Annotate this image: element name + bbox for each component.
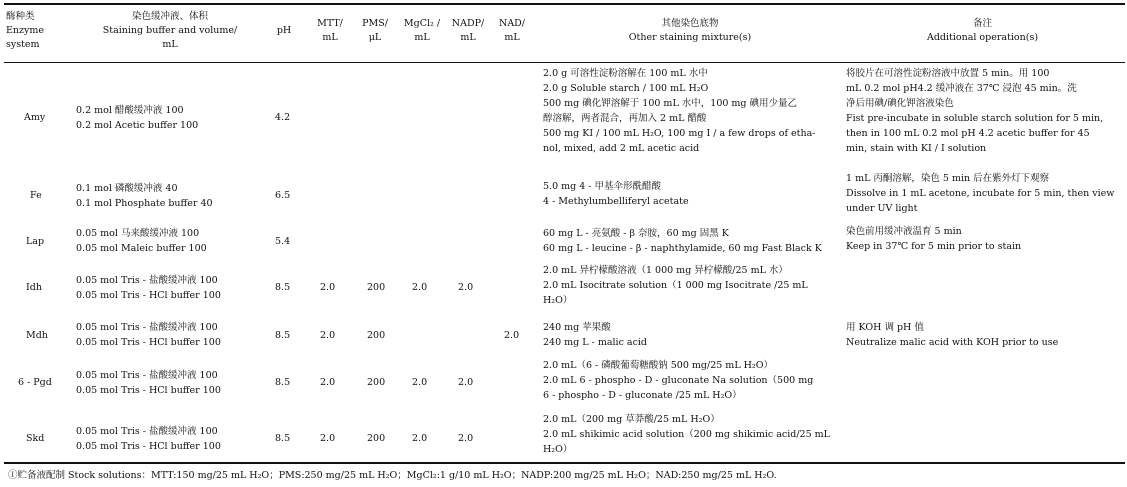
cell-line: 将胶片在可溶性淀粉溶液中放置 5 min。用 100: [846, 68, 1050, 79]
cell-ph: 8.5: [275, 433, 291, 444]
header-mgcl2: [398, 17, 446, 45]
cell-line: 净后用碘/碘化钾溶液染色: [846, 98, 954, 109]
cell-line: 500 mg KI / 100 mL H₂O, 100 mg I / a few drops of etha-: [543, 128, 816, 139]
cell-line: 2.0 mL（200 mg 草莽酸/25 mL H₂O）: [543, 414, 720, 425]
table-top-rule: [4, 3, 1125, 5]
cell-line: 0.05 mol Tris - HCl buffer 100: [76, 337, 221, 348]
cell-line: Fist pre-incubate in soluble starch solution for 5 min,: [846, 113, 1104, 124]
table-header-rule: [4, 62, 1125, 63]
header-line: Staining buffer and volume/: [102, 25, 238, 36]
header-nadp: [446, 17, 490, 45]
header-line: NADP/: [451, 18, 485, 29]
cell-other: [543, 226, 822, 256]
cell-line: 0.05 mol Tris - HCl buffer 100: [76, 385, 221, 396]
cell-line: H₂O）: [543, 295, 573, 306]
header-line: μL: [368, 32, 382, 43]
cell-line: 0.05 mol Tris - HCl buffer 100: [76, 441, 221, 452]
cell-nadp: 2.0: [458, 377, 474, 388]
cell-ph: 8.5: [275, 330, 291, 341]
cell-mtt: 2.0: [320, 282, 336, 293]
cell-line: 2.0 g Soluble starch / 100 mL H₂O: [543, 83, 709, 94]
cell-other: [543, 263, 808, 308]
cell-line: H₂O）: [543, 444, 573, 455]
cell-line: 1 mL 丙酮溶解，染色 5 min 后在紫外灯下观察: [846, 173, 1050, 184]
cell-buffer: [76, 320, 221, 350]
cell-line: Neutralize malic acid with KOH prior to use: [846, 337, 1059, 348]
cell-line: 2.0 mL 6 - phospho - D - gluconate Na solution（500 mg: [543, 375, 814, 386]
cell-line: 0.2 mol Acetic buffer 100: [76, 120, 199, 131]
cell-line: 0.05 mol 马来酸缓冲液 100: [76, 228, 200, 239]
header-line: Enzyme: [6, 25, 45, 36]
cell-line: 0.05 mol Maleic buffer 100: [76, 243, 207, 254]
header-line: 其他染色底物: [661, 18, 719, 29]
header-remark: [845, 17, 1120, 45]
cell-remark: [846, 224, 1021, 254]
cell-line: under UV light: [846, 203, 918, 214]
cell-mtt: 2.0: [320, 330, 336, 341]
cell-line: 5.0 mg 4 - 甲基伞形酰醋酸: [543, 181, 662, 192]
cell-line: 2.0 g 可溶性淀粉溶解在 100 mL 水中: [543, 68, 708, 79]
cell-mgcl2: 2.0: [412, 433, 428, 444]
cell-line: 240 mg L - malic acid: [543, 337, 648, 348]
cell-other: [543, 320, 647, 350]
cell-other: [543, 358, 813, 403]
cell-line: 0.2 mol 醋酸缓冲液 100: [76, 105, 184, 116]
cell-pms: 200: [367, 282, 386, 293]
cell-line: 用 KOH 调 pH 值: [846, 322, 924, 333]
cell-enzyme: Amy: [24, 112, 46, 123]
cell-enzyme: Fe: [30, 190, 42, 201]
cell-line: 染色前用缓冲液温育 5 min: [846, 226, 962, 237]
cell-nadp: 2.0: [458, 433, 474, 444]
cell-line: 6 - phospho - D - gluconate /25 mL H₂O）: [543, 390, 742, 401]
header-line: Additional operation(s): [926, 32, 1039, 43]
cell-mgcl2: 2.0: [412, 377, 428, 388]
cell-buffer: [76, 368, 221, 398]
cell-line: 0.05 mol Tris - 盐酸缓冲液 100: [76, 370, 218, 381]
cell-buffer: [76, 226, 207, 256]
cell-line: 2.0 mL 异柠檬酸溶液（1 000 mg 异柠檬酸/25 mL 水）: [543, 265, 788, 276]
cell-ph: 5.4: [275, 236, 291, 247]
cell-line: 2.0 mL shikimic acid solution（200 mg shikimic acid/25 mL: [543, 429, 830, 440]
header-line: mL: [322, 32, 338, 43]
cell-buffer: [76, 424, 221, 454]
cell-ph: 8.5: [275, 282, 291, 293]
cell-line: 0.1 mol 磷酸缓冲液 40: [76, 183, 178, 194]
cell-pms: 200: [367, 330, 386, 341]
header-line: PMS/: [362, 18, 388, 29]
header-line: MTT/: [317, 18, 343, 29]
cell-line: 4 - Methylumbelliferyl acetate: [543, 196, 689, 207]
cell-mtt: 2.0: [320, 433, 336, 444]
header-line: system: [6, 39, 40, 50]
cell-remark: [846, 66, 1103, 156]
cell-buffer: [76, 103, 198, 133]
cell-enzyme: Idh: [26, 282, 42, 293]
cell-line: Keep in 37℃ for 5 min prior to stain: [846, 241, 1022, 252]
cell-line: 60 mg L - 亮氨酸 - β 奈胺，60 mg 固黑 K: [543, 228, 729, 239]
header-line: MgCl₂ /: [403, 18, 441, 29]
cell-pms: 200: [367, 433, 386, 444]
header-nad: [492, 17, 532, 45]
table-footnote: ①贮备液配制 Stock solutions：MTT:150 mg/25 mL H₂O；PMS:250 mg/25 mL H₂O；MgCl₂:1 g/10 mL H₂O；NADP:200 mg/25 mL H₂O；NAD:250 mg/25 mL H₂O.: [8, 470, 777, 481]
cell-pms: 200: [367, 377, 386, 388]
cell-nadp: 2.0: [458, 282, 474, 293]
header-line: 酶种类: [6, 11, 35, 22]
header-line: mL: [504, 32, 520, 43]
cell-line: 醇溶解，两者混合，再加入 2 mL 醋酸: [543, 113, 707, 124]
header-mtt: [310, 17, 350, 45]
header-line: 备注: [972, 18, 992, 29]
cell-line: 240 mg 苹果酸: [543, 322, 611, 333]
cell-enzyme: Lap: [26, 236, 45, 247]
cell-line: nol, mixed, add 2 mL acetic acid: [543, 143, 700, 154]
header-buffer: [70, 10, 270, 52]
header-other: [540, 17, 840, 45]
header-line: mL: [414, 32, 430, 43]
cell-buffer: [76, 181, 213, 211]
cell-line: 0.05 mol Tris - 盐酸缓冲液 100: [76, 275, 218, 286]
cell-ph: 4.2: [275, 112, 291, 123]
cell-buffer: [76, 273, 221, 303]
cell-line: 0.05 mol Tris - HCl buffer 100: [76, 290, 221, 301]
header-line: pH: [276, 25, 292, 36]
header-ph: [270, 24, 298, 38]
cell-nad: 2.0: [504, 330, 520, 341]
cell-line: 60 mg L - leucine - β - naphthylamide, 60 mg Fast Black K: [543, 243, 822, 254]
cell-line: 0.1 mol Phosphate buffer 40: [76, 198, 213, 209]
cell-line: 500 mg 碘化钾溶解于 100 mL 水中，100 mg 碘用少量乙: [543, 98, 798, 109]
header-enzyme: [6, 10, 66, 52]
cell-ph: 6.5: [275, 190, 291, 201]
cell-mgcl2: 2.0: [412, 282, 428, 293]
cell-mtt: 2.0: [320, 377, 336, 388]
cell-line: min, stain with KI / I solution: [846, 143, 987, 154]
cell-remark: [846, 171, 1114, 216]
cell-other: [543, 66, 815, 156]
cell-enzyme: 6 - Pgd: [18, 377, 52, 388]
cell-line: 2.0 mL Isocitrate solution（1 000 mg Isocitrate /25 mL: [543, 280, 808, 291]
cell-line: then in 100 mL 0.2 mol pH 4.2 acetic buffer for 45: [846, 128, 1090, 139]
cell-line: 0.05 mol Tris - 盐酸缓冲液 100: [76, 322, 218, 333]
cell-enzyme: Skd: [26, 433, 45, 444]
header-line: 染色缓冲液、体积: [131, 11, 208, 22]
cell-line: 0.05 mol Tris - 盐酸缓冲液 100: [76, 426, 218, 437]
table-bottom-rule: [4, 462, 1125, 464]
cell-other: [543, 412, 830, 457]
cell-enzyme: Mdh: [26, 330, 48, 341]
header-line: mL: [162, 39, 178, 50]
header-line: Other staining mixture(s): [628, 32, 752, 43]
cell-ph: 8.5: [275, 377, 291, 388]
header-line: mL: [460, 32, 476, 43]
header-pms: [355, 17, 395, 45]
cell-line: mL 0.2 mol pH4.2 缓冲液在 37℃ 浸泡 45 min。洗: [846, 83, 1077, 94]
header-line: NAD/: [499, 18, 525, 29]
cell-remark: [846, 320, 1058, 350]
cell-line: Dissolve in 1 mL acetone, incubate for 5 min, then view: [846, 188, 1115, 199]
cell-line: 2.0 mL（6 - 磷酸葡萄糖酸钠 500 mg/25 mL H₂O）: [543, 360, 774, 371]
cell-other: [543, 179, 689, 209]
